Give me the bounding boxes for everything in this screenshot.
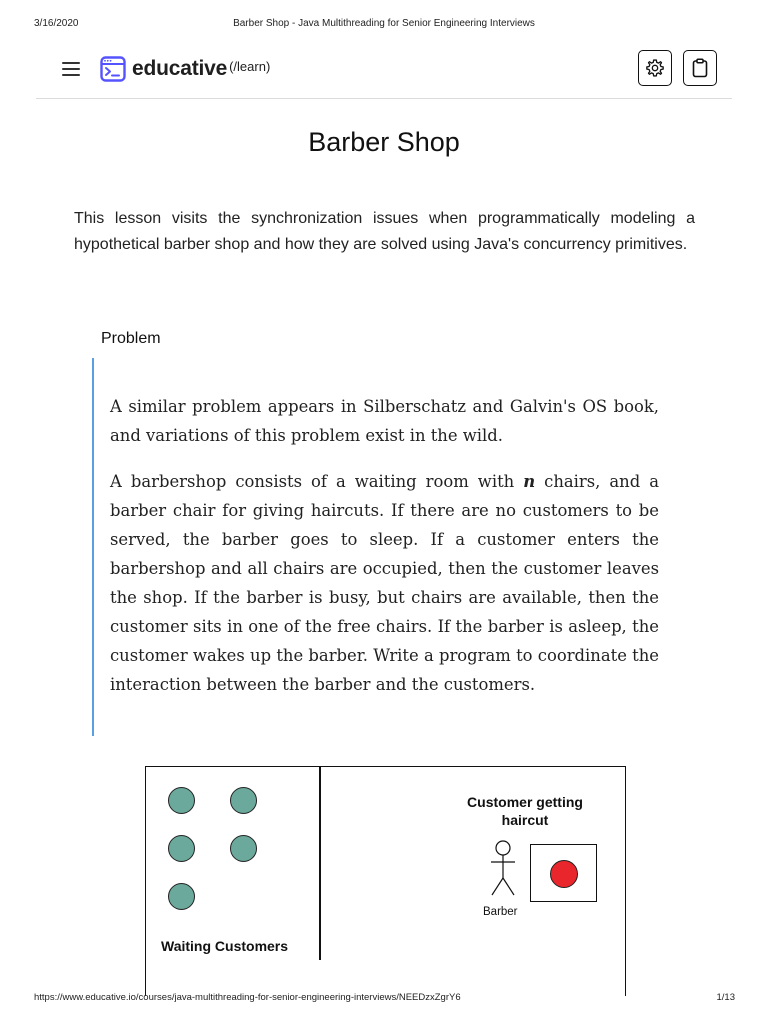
- print-footer: [0, 992, 768, 1006]
- print-date: 3/16/2020: [34, 18, 79, 29]
- waiting-customer: [168, 787, 195, 814]
- problem-paragraph-1: A similar problem appears in Silberschatz and Galvin's OS book, and variations of this problem exist in the wild.: [110, 397, 659, 445]
- print-header: [0, 18, 768, 32]
- lesson-intro: This lesson visits the synchronization issues when programmatically modeling a hypothetical barber shop and how they are solved using Java's concurrency primitives.: [74, 210, 695, 253]
- waiting-customer: [168, 835, 195, 862]
- header-divider: [36, 98, 732, 99]
- waiting-room-divider: [319, 766, 321, 960]
- paragraph-text-start: A barbershop consists of a waiting room with: [110, 472, 524, 491]
- hamburger-menu-icon[interactable]: [62, 62, 80, 76]
- logo-text: educative: [132, 57, 228, 80]
- educative-logo-link[interactable]: [100, 55, 270, 83]
- barber-stick-figure-icon: [488, 840, 518, 902]
- barber-label: Barber: [483, 906, 518, 918]
- top-navigation-bar: [0, 50, 768, 90]
- settings-button[interactable]: [638, 50, 672, 86]
- customer-in-chair: [550, 860, 578, 888]
- page-url: https://www.educative.io/courses/java-multithreading-for-senior-engineering-interviews/NEEDzxZgrY6: [34, 992, 461, 1003]
- waiting-customer: [230, 835, 257, 862]
- blockquote-bar: [92, 358, 94, 736]
- haircut-label: Customer getting haircut: [467, 794, 583, 828]
- gear-icon: [645, 58, 665, 78]
- clipboard-button[interactable]: [683, 50, 717, 86]
- print-title: Barber Shop - Java Multithreading for Senior Engineering Interviews: [233, 18, 535, 29]
- waiting-customers-label: Waiting Customers: [161, 938, 289, 954]
- paragraph-text-end: chairs, and a barber chair for giving haircuts. If there are no customers to be served, the barber goes to sleep. If a customer enters the barbershop and all chairs are occupied, then the customer leaves the shop. If the barber is busy, but chairs are available, then the customer sits in one of the free chairs. If the barber is asleep, the customer wakes up the barber. Write a program to coordinate the interaction between the barber and the customers.: [110, 472, 659, 694]
- problem-paragraph-2: [110, 467, 659, 699]
- waiting-customer: [230, 787, 257, 814]
- problem-blockquote: [110, 392, 659, 716]
- barber-chair: [530, 844, 597, 902]
- section-heading-problem: Problem: [101, 330, 161, 347]
- logo-suffix: (/learn): [229, 58, 271, 74]
- clipboard-icon: [691, 58, 709, 78]
- page-title: Barber Shop: [308, 127, 460, 157]
- educative-terminal-icon: [100, 56, 126, 82]
- waiting-customer: [168, 883, 195, 910]
- barber-shop-diagram: [145, 766, 626, 988]
- variable-n: n: [523, 472, 536, 491]
- page-number: 1/13: [716, 992, 735, 1003]
